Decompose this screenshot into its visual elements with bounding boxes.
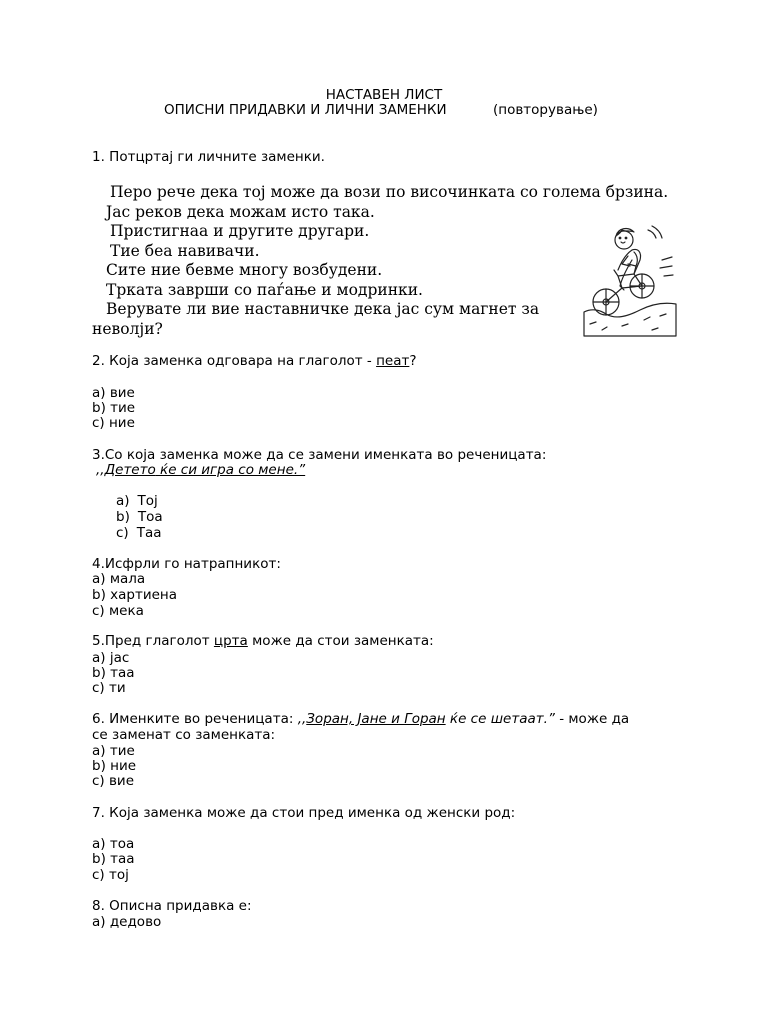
q2-option: c) ние xyxy=(92,415,135,431)
q3-quote-open: ,, xyxy=(96,462,105,478)
q3-quote-rest: ќе си игра со мене.” xyxy=(155,462,306,478)
q1-line: Трката заврши со паѓање и модринки. xyxy=(106,281,423,299)
q6-option: а) тие xyxy=(92,743,135,759)
q3-option-text: Тој xyxy=(137,493,158,509)
q3-quote-noun: Детето xyxy=(104,462,156,478)
q5-prompt-end: може да стои заменката: xyxy=(247,633,434,649)
q5-option: b) таа xyxy=(92,665,135,681)
q3-option xyxy=(116,493,158,509)
q5-option: c) ти xyxy=(92,680,126,696)
q2-prompt-end: ? xyxy=(409,353,417,369)
q3-option-marker: c) xyxy=(116,525,129,541)
q3-option xyxy=(116,509,163,525)
q1-line: Верувате ли вие наставничке дека јас сум магнет за xyxy=(106,300,540,318)
q5-option: а) јас xyxy=(92,650,130,666)
q5-prompt-text: 5.Пред глаголот xyxy=(92,633,214,649)
q2-verb: пеат xyxy=(376,353,410,369)
q8-option: а) дедово xyxy=(92,914,162,930)
q1-line: Сите ние бевме многу возбудени. xyxy=(106,261,383,279)
q7-option: c) тој xyxy=(92,867,129,883)
q8-prompt: 8. Описна придавка е: xyxy=(92,898,252,914)
q7-option: а) тоа xyxy=(92,836,135,852)
q1-line: Јас реков дека можам исто така. xyxy=(106,203,375,221)
q4-option: а) мала xyxy=(92,571,146,587)
q6-prompt xyxy=(92,711,629,727)
q6-option: c) вие xyxy=(92,773,135,789)
q4-option: b) хартиена xyxy=(92,587,178,603)
q3-quote xyxy=(96,462,305,478)
q1-line: неволји? xyxy=(92,320,163,338)
q3-option-marker: a) xyxy=(116,493,130,509)
q6-quote-open: ,, xyxy=(297,711,307,727)
q6-prompt-line2: се заменат со заменката: xyxy=(92,727,276,743)
page-subtitle: ОПИСНИ ПРИДАВКИ И ЛИЧНИ ЗАМЕНКИ xyxy=(164,102,447,118)
q7-prompt: 7. Која заменка може да стои пред именка од женски род: xyxy=(92,805,516,821)
q1-prompt: 1. Потцртај ги личните заменки. xyxy=(92,149,325,165)
q6-prompt-end: - може да xyxy=(554,711,630,727)
q3-option-text: Тоа xyxy=(137,509,163,525)
page-subtitle-note: (повторување) xyxy=(493,102,598,118)
q6-prompt-text: 6. Именките во реченицата: xyxy=(92,711,298,727)
q6-option: b) ние xyxy=(92,758,137,774)
q5-prompt xyxy=(92,633,434,649)
boy-on-bicycle-icon xyxy=(582,220,678,338)
q3-option xyxy=(116,525,162,541)
q6-quote-names: Зоран, Јане и Горан xyxy=(306,711,446,727)
q6-quote-rest: ќе се шетаат.” xyxy=(445,711,555,727)
q3-prompt: 3.Со која заменка може да се замени именката во реченицата: xyxy=(92,447,547,463)
page-title: НАСТАВЕН ЛИСТ xyxy=(325,87,443,103)
q2-prompt xyxy=(92,353,417,369)
q1-line: Пристигнаа и другите другари. xyxy=(110,222,370,240)
q7-option: b) таа xyxy=(92,851,135,867)
q4-option: c) мека xyxy=(92,603,144,619)
q5-verb: црта xyxy=(213,633,248,649)
q1-line: Тие беа навивачи. xyxy=(110,242,260,260)
q4-prompt: 4.Исфрли го натрапникот: xyxy=(92,556,281,572)
q2-prompt-text: 2. Која заменка одговара на глаголот - xyxy=(92,353,377,369)
q3-option-marker: b) xyxy=(116,509,130,525)
q2-option: а) вие xyxy=(92,385,135,401)
q3-option-text: Таа xyxy=(136,525,162,541)
q2-option: b) тие xyxy=(92,400,136,416)
q1-line: Перо рече дека тој може да вози по височинката со голема брзина. xyxy=(110,183,669,201)
